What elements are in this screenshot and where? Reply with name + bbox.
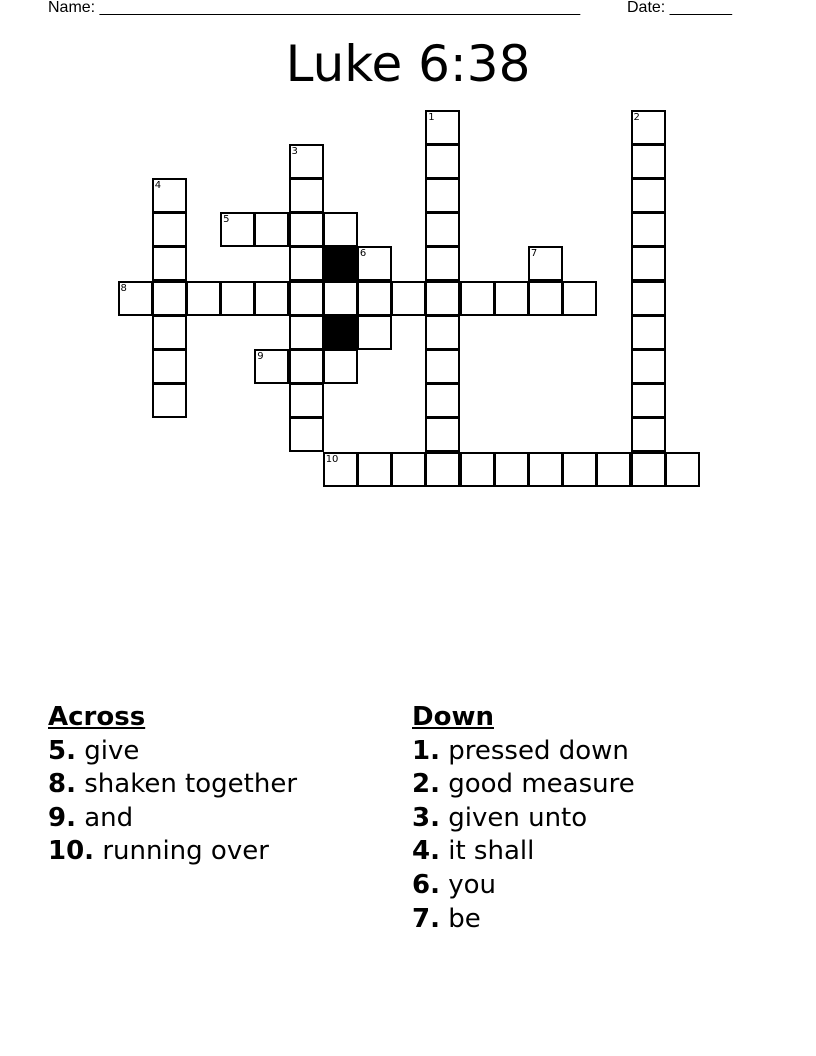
crossword-cell[interactable] [391,452,426,487]
clue-text: be [448,903,481,934]
down-clue [412,735,792,769]
clue-text: it shall [448,836,535,867]
crossword-cell[interactable] [631,144,666,179]
crossword-cell[interactable] [323,212,358,247]
clue-number: 1. [412,735,440,766]
crossword-cell[interactable] [152,315,187,350]
crossword-cell[interactable] [357,281,392,316]
crossword-cell[interactable] [289,246,324,281]
clue-text: given unto [448,802,588,833]
clue-number: 8. [48,769,76,800]
clue-number-label: 2 [633,111,640,123]
crossword-cell[interactable] [152,383,187,418]
crossword-cell[interactable] [460,452,495,487]
clue-number-label: 9 [257,350,264,362]
crossword-cell[interactable] [631,383,666,418]
crossword-cell[interactable] [357,315,392,350]
crossword-cell[interactable] [323,281,358,316]
crossword-cell[interactable] [528,452,563,487]
clue-number-label: 10 [325,453,339,465]
clue-number: 4. [412,836,440,867]
across-clues [48,701,388,869]
clue-number-label: 5 [223,214,230,226]
down-heading: Down [412,702,494,732]
down-clue [412,835,792,869]
down-clue [412,802,792,836]
crossword-cell[interactable] [254,349,289,384]
crossword-cell[interactable] [631,417,666,452]
crossword-cell[interactable] [254,212,289,247]
crossword-cell[interactable] [425,417,460,452]
crossword-block [323,246,358,281]
page-title: Luke 6:38 [285,35,531,93]
clue-number-label: 4 [154,179,162,191]
crossword-cell[interactable] [425,315,460,350]
crossword-cell[interactable] [152,178,187,213]
crossword-cell[interactable] [528,246,563,281]
crossword-cell[interactable] [631,178,666,213]
crossword-cell[interactable] [289,383,324,418]
crossword-cell[interactable] [494,281,529,316]
crossword-grid [0,0,816,500]
crossword-cell[interactable] [631,349,666,384]
date-field-label: Date: _______ [627,0,732,16]
crossword-cell[interactable] [425,110,460,145]
crossword-cell[interactable] [425,144,460,179]
crossword-cell[interactable] [289,281,324,316]
down-clue [412,903,792,937]
crossword-cell[interactable] [631,110,666,145]
crossword-cell[interactable] [289,349,324,384]
crossword-cell[interactable] [631,246,666,281]
crossword-cell[interactable] [631,212,666,247]
across-clue [48,835,388,869]
across-clue [48,802,388,836]
clue-text: running over [102,836,269,867]
crossword-cell[interactable] [425,383,460,418]
crossword-cell[interactable] [152,349,187,384]
clue-number-label: 8 [120,282,127,294]
crossword-cell[interactable] [220,212,255,247]
crossword-cell[interactable] [289,178,324,213]
crossword-cell[interactable] [665,452,700,487]
crossword-cell[interactable] [118,281,153,316]
clue-text: you [448,869,497,900]
clue-text: and [84,802,134,833]
clue-number: 10. [48,836,95,867]
across-clue [48,768,388,802]
crossword-block [323,315,358,350]
down-clue [412,869,792,903]
across-heading: Across [48,702,146,732]
clue-number: 9. [48,802,76,833]
crossword-cell[interactable] [186,281,221,316]
crossword-cell[interactable] [391,281,426,316]
clue-text: pressed down [448,735,629,766]
crossword-cell[interactable] [289,417,324,452]
crossword-cell[interactable] [220,281,255,316]
clue-text: good measure [448,769,635,800]
clue-number-label: 6 [359,248,367,260]
crossword-cell[interactable] [562,452,597,487]
crossword-cell[interactable] [425,281,460,316]
crossword-cell[interactable] [323,452,358,487]
clue-number-label: 7 [530,248,538,260]
name-field-label: Name: ______________________________________________________ [48,0,581,16]
crossword-cell[interactable] [460,281,495,316]
clue-number-label: 3 [291,145,298,157]
crossword-cell[interactable] [357,246,392,281]
clue-number: 7. [412,903,440,934]
crossword-cell[interactable] [289,212,324,247]
clue-number-label: 1 [428,111,435,123]
crossword-cell[interactable] [289,315,324,350]
crossword-cell[interactable] [425,212,460,247]
clue-number: 6. [412,869,440,900]
crossword-cell[interactable] [357,452,392,487]
crossword-cell[interactable] [425,349,460,384]
crossword-cell[interactable] [289,144,324,179]
clue-number: 5. [48,735,76,766]
crossword-cell[interactable] [425,452,460,487]
down-clue [412,768,792,802]
clue-text: give [84,735,140,766]
clue-number: 3. [412,802,440,833]
crossword-cell[interactable] [254,281,289,316]
crossword-cell[interactable] [425,178,460,213]
crossword-cell[interactable] [494,452,529,487]
crossword-cell[interactable] [425,246,460,281]
crossword-cell[interactable] [152,212,187,247]
crossword-cell[interactable] [323,349,358,384]
crossword-cell[interactable] [152,246,187,281]
crossword-cell[interactable] [562,281,597,316]
clue-text: shaken together [84,769,298,800]
across-clue [48,735,388,769]
crossword-cell[interactable] [152,281,187,316]
clue-number: 2. [412,769,440,800]
crossword-cell[interactable] [631,281,666,316]
crossword-cell[interactable] [528,281,563,316]
crossword-cell[interactable] [631,452,666,487]
crossword-cell[interactable] [596,452,631,487]
down-clues [412,701,792,936]
crossword-cell[interactable] [631,315,666,350]
